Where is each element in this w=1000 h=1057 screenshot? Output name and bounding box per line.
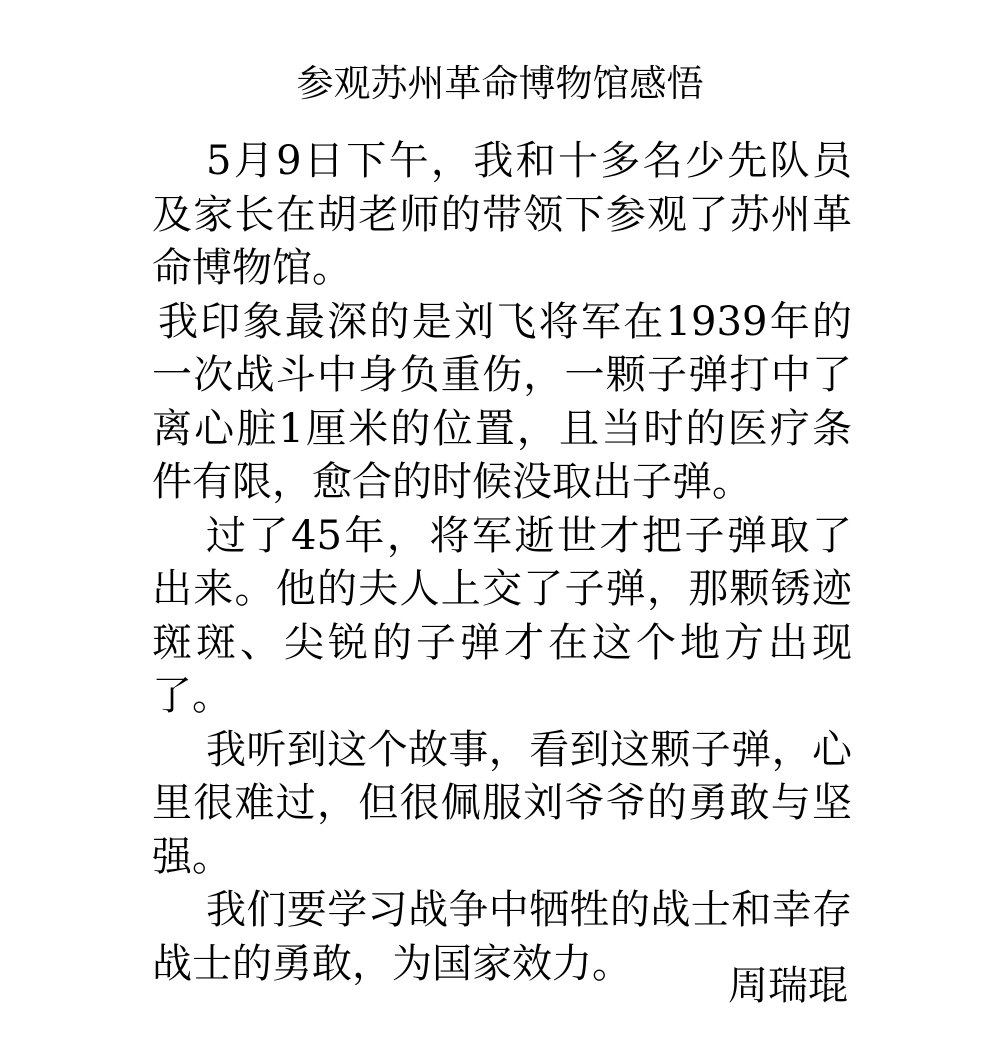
paragraph-4: 我听到这个故事，看到这颗子弹，心里很难过，但很佩服刘爷爷的勇敢与坚强。: [152, 726, 852, 880]
paragraph-2: 我印象最深的是刘飞将军在1939年的一次战斗中身负重伤，一颗子弹打中了离心脏1厘米的位置，且当时的医疗条件有限，愈合的时候没取出子弹。: [152, 298, 852, 505]
author-signature: 周瑞琨: [728, 963, 848, 1009]
paragraph-5: 我们要学习战争中牺牲的战士和幸存战士的勇敢，为国家效力。: [152, 887, 852, 987]
document-title: 参观苏州革命博物馆感悟: [296, 62, 704, 105]
paragraph-1: 5月9日下午，我和十多名少先队员及家长在胡老师的带领下参观了苏州革命博物馆。: [152, 138, 852, 291]
document-body: [152, 135, 852, 991]
paragraph-3: 过了45年，将军逝世才把子弹取了出来。他的夫人上交了子弹，那颗锈迹斑斑、尖锐的子弹才在这个地方出现了。: [152, 512, 852, 719]
